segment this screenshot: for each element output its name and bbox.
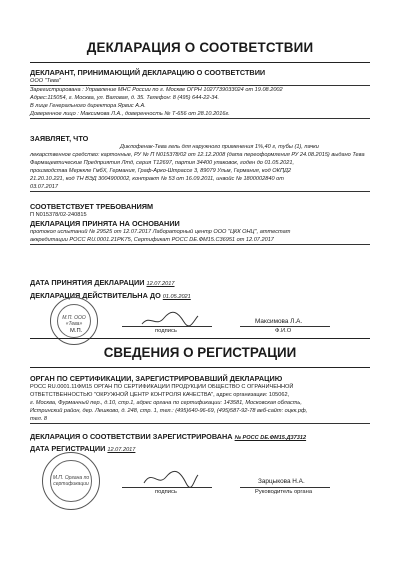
organ-head-name: Зарцыкова Н.А. xyxy=(258,478,305,485)
valid-date-value: 01.05.2021 xyxy=(162,294,191,300)
registration-date-value: 12.07.2017 xyxy=(107,447,136,453)
statement-line: производства Мерккле ГмбХ, Германия, Граф-Арко-Штрассе 3, 89079 Ульм, Германия, код ОКПД2 xyxy=(30,168,292,174)
declarant-line: ООО "Тева" xyxy=(30,77,370,86)
declarant-line: В лице Генерального директора Ярвис А.А. xyxy=(30,103,146,109)
statement-line: Диклофенак-Тева гель для наружного применения 1%,40 г, тубы (1), пачки xyxy=(120,144,319,150)
declaration-sheet xyxy=(10,12,390,556)
declarant-person-name: Максимова Л.А. xyxy=(255,318,303,325)
organ-line: Истринский район, дер. Лешково, д. 248, стр. 1, тел.: (495)640-96-69, (495)587-92-78 веб-сайт: оцкк.рф, xyxy=(30,408,308,414)
organ-line: РОСС RU.0001.11ФМ15 ОРГАН ПО СЕРТИФИКАЦИИ ПРОДУКЦИИ ОБЩЕСТВО С ОГРАНИЧЕННОЙ xyxy=(30,384,294,390)
statement-line: 21.20.10.221, код ТН ВЭД 3004900002, контракт № 53 от 16.09.2011, инвойс № 1800002840 от xyxy=(30,176,284,182)
statement-line: Фармацевтические Предприятия Лтд, серия Т12697, партия 34400 упаковок, годен до 01.05.2021, xyxy=(30,160,295,166)
registration-section xyxy=(30,432,370,454)
declarant-line: Зарегистрирована : Управление МНС России по г. Москве ОГРН 1027739033024 от 19.08.2002 xyxy=(30,87,283,93)
accepted-date-row xyxy=(30,278,370,288)
accepted-date-label: ДАТА ПРИНЯТИЯ ДЕКЛАРАЦИИ xyxy=(30,278,145,287)
valid-date-label: ДЕКЛАРАЦИЯ ДЕЙСТВИТЕЛЬНА ДО xyxy=(30,291,161,300)
signature-line-1 xyxy=(122,326,212,327)
organ-heading: ОРГАН ПО СЕРТИФИКАЦИИ, ЗАРЕГИСТРИРОВАВШИЙ ДЕКЛАРАЦИЮ xyxy=(30,374,283,383)
statement-heading: ЗАЯВЛЯЕТ, ЧТО xyxy=(30,134,89,143)
name-line-2 xyxy=(240,487,330,488)
name-line-1 xyxy=(240,326,330,327)
stamp-text: М.П. Органа по сертификации xyxy=(52,475,90,487)
mp-caption-1: М.П. xyxy=(70,328,83,334)
basis-heading: ДЕКЛАРАЦИЯ ПРИНЯТА НА ОСНОВАНИИ xyxy=(30,219,180,228)
statement-line: лекарственное средство: картонные, РУ № П N015378/02 от 12.12.2008 (дата переоформления РУ 24.08.2015) выдано Тева xyxy=(30,152,365,158)
declarant-heading: ДЕКЛАРАНТ, ПРИНИМАЮЩИЙ ДЕКЛАРАЦИЮ О СООТВЕТСТВИИ xyxy=(30,68,266,77)
conforms-line: П N015378/02-240815 xyxy=(30,212,87,218)
signature-caption-1: подпись xyxy=(155,328,177,334)
signature-caption-2: подпись xyxy=(155,489,177,495)
basis-line: протокол испытаний № 29525 от 12.07.2017 Лабораторный центр ООО "ЦКК ОНЦ", аттестат xyxy=(30,229,291,235)
statement-line: 03.07.2017 xyxy=(30,183,370,192)
conforms-heading: СООТВЕТСТВУЕТ ТРЕБОВАНИЯМ xyxy=(30,202,154,211)
declarant-line: Доверенное лицо : Максимова Л.А., доверенность № Т-656 от 28.10.2016г. xyxy=(30,110,370,119)
stamp-text: М.П. ООО «Тева» xyxy=(62,315,86,327)
organ-line: г. Москва, Фурманный пер., д.10, стр.1, адрес органа по сертификации: 143581, Московская область, xyxy=(30,400,302,406)
registration-date-row xyxy=(30,444,370,454)
registration-date-label: ДАТА РЕГИСТРАЦИИ xyxy=(30,444,106,453)
declarant-section xyxy=(30,68,370,119)
statement-section xyxy=(30,134,370,192)
role-caption-2: Руководитель органа xyxy=(255,489,313,495)
signature-mark-1 xyxy=(140,310,200,330)
signature-line-2 xyxy=(122,487,212,488)
registration-row xyxy=(30,432,370,442)
organ-stamp xyxy=(42,452,100,510)
document-title: ДЕКЛАРАЦИЯ О СООТВЕТСТВИИ xyxy=(86,40,314,55)
registration-label: ДЕКЛАРАЦИЯ О СООТВЕТСТВИИ ЗАРЕГИСТРИРОВАНА xyxy=(30,432,233,441)
stamp-inner-ring xyxy=(50,460,91,501)
accepted-date-value: 12.07.2017 xyxy=(146,281,175,287)
organ-section xyxy=(30,374,370,424)
basis-line: аккредитации РОСС RU.0001.21PK75, Сертификат РОСС DE.ФМ15.С36951 от 12.07.2017 xyxy=(30,236,370,245)
declarant-line: Адрес:115054, г. Москва, ул. Валовая, д. 35. Телефон: 8 (495) 644-22-34. xyxy=(30,95,220,101)
organ-line: тел. 8 xyxy=(30,415,370,424)
title-divider xyxy=(30,62,370,63)
conforms-section xyxy=(30,202,370,245)
registration-title: СВЕДЕНИЯ О РЕГИСТРАЦИИ xyxy=(103,345,297,360)
organ-line: ОТВЕТСТВЕННОСТЬЮ "ОКРУЖНОЙ ЦЕНТР КОНТРОЛЯ КАЧЕСТВА", адрес организации: 105062, xyxy=(30,392,290,398)
registration-number: № РОСС DE.ФМ15.Д37312 xyxy=(234,435,307,441)
name-caption-1: Ф.И.О xyxy=(275,328,292,334)
